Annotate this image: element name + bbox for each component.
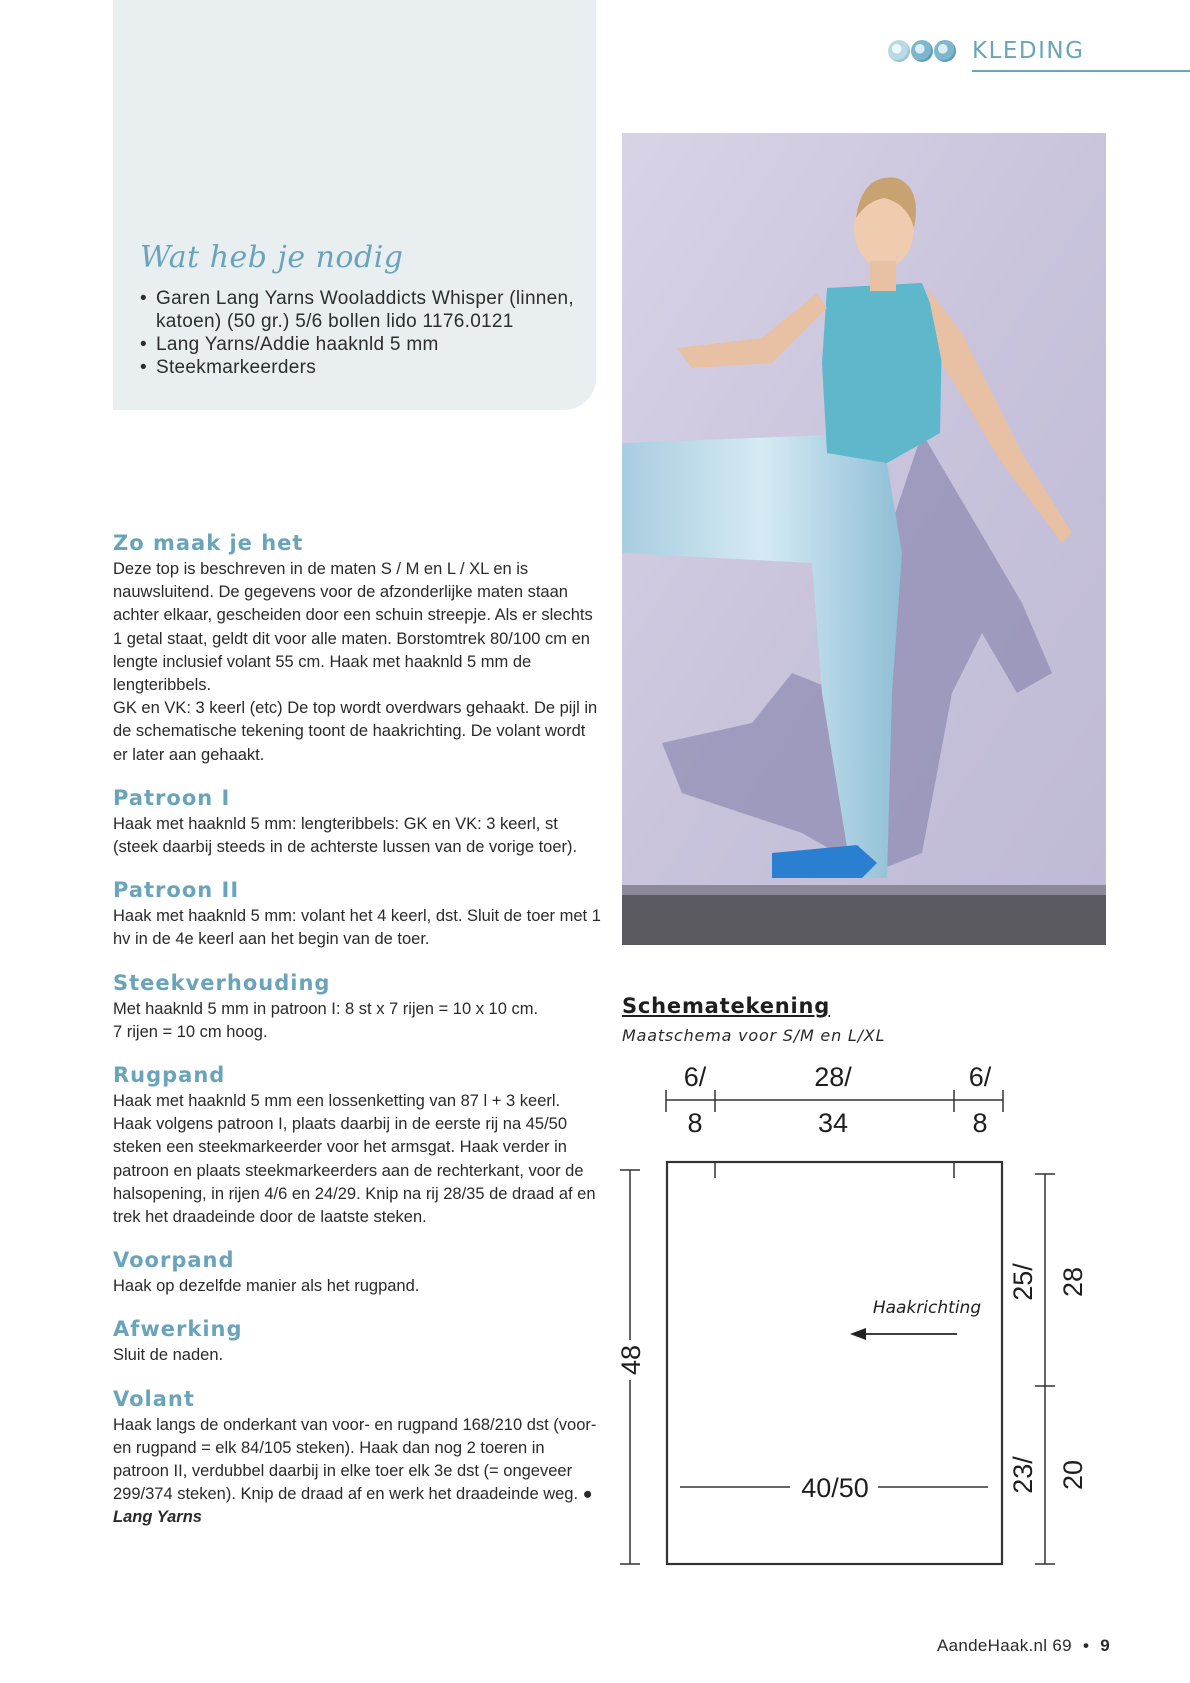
- model-photo: [622, 133, 1106, 945]
- header-rule: [972, 70, 1190, 72]
- dim-right-lower-b: 20: [1058, 1459, 1088, 1491]
- list-item: • Garen Lang Yarns Wooladdicts Whisper (linnen, katoen) (50 gr.) 5/6 bollen lido 1176.0121: [140, 287, 580, 333]
- schema-subtitle: Maatschema voor S/M en L/XL: [622, 1026, 886, 1045]
- footer-site: AandeHaak.nl 69: [936, 1636, 1072, 1655]
- section-heading: Patroon II: [113, 878, 240, 903]
- yarn-ball-icon: [888, 40, 910, 62]
- instruction-section: [113, 530, 603, 767]
- schematic-drawing: [600, 1060, 1120, 1580]
- page-footer: [937, 1636, 1110, 1656]
- section-heading: Patroon I: [113, 785, 231, 810]
- instruction-section: [113, 1386, 603, 1530]
- dim-top-right-b: 8: [972, 1108, 988, 1138]
- section-body: Haak op dezelfde manier als het rugpand.: [113, 1277, 420, 1296]
- yarn-ball-icon: [934, 40, 956, 62]
- list-item: • Steekmarkeerders: [140, 356, 580, 379]
- list-item: • Lang Yarns/Addie haaknld 5 mm: [140, 333, 580, 356]
- section-heading: Steekverhouding: [113, 970, 331, 995]
- section-body: Haak met haaknld 5 mm een lossenketting van 87 l + 3 keerl. Haak volgens patroon I, plaats daarbij in de eerste rij na 45/50 steken een steekmarkeerder voor het armsgat. Haak verder in patroon en plaats steekmarkeerders aan de rechterkant, voor de halsopening, in rijen 4/6 en 24/29. Knip na rij 28/35 de draad af en trek het draadeinde door de laatste steken.: [113, 1092, 596, 1227]
- dim-top-mid-b: 34: [817, 1108, 849, 1138]
- dim-top-mid-a: 28/: [814, 1062, 852, 1092]
- dim-right-upper-b: 28: [1058, 1266, 1088, 1298]
- dim-top-left-b: 8: [687, 1108, 703, 1138]
- section-heading: Volant: [113, 1386, 195, 1411]
- instruction-section: [113, 1062, 603, 1229]
- section-body: Haak met haaknld 5 mm: lengteribbels: GK en VK: 3 keerl, st (steek daarbij steeds in de achterste lussen van de vorige toer).: [113, 814, 578, 857]
- footer-bullet: •: [1082, 1636, 1090, 1655]
- section-heading: Voorpand: [113, 1248, 235, 1273]
- instruction-section: [113, 1247, 603, 1298]
- direction-label: Haakrichting: [872, 1298, 982, 1318]
- section-body: Deze top is beschreven in de maten S / M en L / XL en is nauwsluitend. De gegevens voor de afzonderlijke maten staan achter elkaar, gescheiden door een schuin streepje. Als er slechts 1 getal staat, geldt dit voor alle maten. Borstomtrek 80/100 cm en lengte inclusief volant 55 cm. Haak met haaknld 5 mm de lengteribbels. GK en VK: 3 keerl (etc) De top wordt overdwars gehaakt. De pijl in de schematische tekening toont de haakrichting. De volant wordt er later aan gehaakt.: [113, 560, 598, 764]
- credit: Lang Yarns: [113, 1508, 202, 1527]
- instruction-section: [113, 877, 603, 951]
- panel-outline: [667, 1162, 1002, 1564]
- needs-title: Wat heb je nodig: [140, 240, 404, 275]
- dim-bottom-width: 40/50: [801, 1473, 869, 1503]
- section-body: Haak met haaknld 5 mm: volant het 4 keerl, dst. Sluit de toer met 1 hv in de 4e keerl aan het begin van de toer.: [113, 907, 601, 949]
- instruction-section: [113, 970, 603, 1044]
- instruction-section: [113, 1316, 603, 1367]
- schema-title: Schematekening: [622, 994, 831, 1018]
- section-body: Haak langs de onderkant van voor- en rugpand 168/210 dst (voor- en rugpand = elk 84/105 steken). Haak dan nog 2 toeren in patroon II, verdubbel daarbij in elke toer elk 3e dst (= ongeveer 299/374 steken). Knip de draad af en werk het draadeinde weg. ●: [113, 1415, 597, 1504]
- dim-right-lower-a: 23/: [1008, 1456, 1038, 1494]
- section-title: KLEDING: [972, 38, 1085, 64]
- dim-top-right-a: 6/: [968, 1062, 992, 1092]
- section-heading: Rugpand: [113, 1063, 226, 1088]
- dim-right-upper-a: 25/: [1008, 1263, 1038, 1301]
- model-photo-illustration: [622, 133, 1106, 945]
- dim-left-height: 48: [616, 1344, 646, 1376]
- instructions: [113, 530, 603, 1529]
- section-header: [888, 36, 1190, 76]
- yarn-balls: [888, 40, 957, 64]
- dim-top-left-a: 6/: [683, 1062, 707, 1092]
- page-number: 9: [1100, 1636, 1110, 1655]
- needs-list: [140, 287, 580, 379]
- instruction-section: [113, 785, 603, 859]
- section-heading: Afwerking: [113, 1317, 243, 1342]
- section-heading: Zo maak je het: [113, 531, 304, 555]
- yarn-ball-icon: [911, 40, 933, 62]
- section-body: Met haaknld 5 mm in patroon I: 8 st x 7 rijen = 10 x 10 cm. 7 rijen = 10 cm hoog.: [113, 999, 539, 1041]
- section-body: Sluit de naden.: [113, 1346, 224, 1365]
